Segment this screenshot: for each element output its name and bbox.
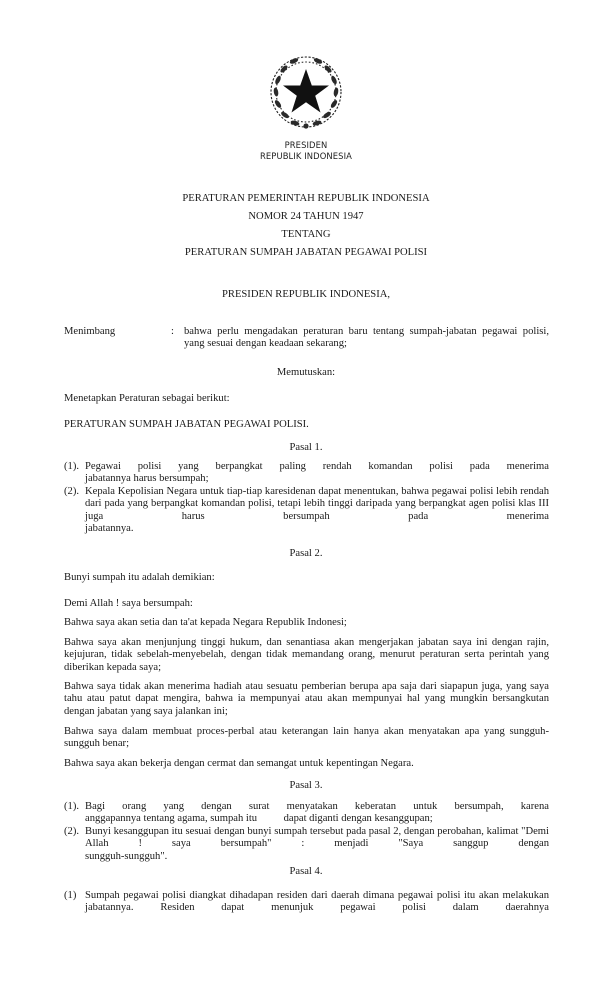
pasal-2-heading: Pasal 2. [289,548,323,559]
pasal-1-heading: Pasal 1. [289,442,323,453]
letterhead-title: PRESIDEN [284,140,328,150]
pasal-3-heading: Pasal 3. [289,780,323,791]
item-text-line: anggapannya tentang agama, sumpah itu dapat diganti dengan kesanggupan; [85,813,433,825]
item-number: (2). [64,825,80,837]
pasal-4-heading: Pasal 4. [289,866,323,877]
pasal-4-item-1 [64,890,549,915]
pasal-1-items [64,461,549,535]
item-text-line: jabatannya harus bersumpah; [85,473,209,485]
pasal-2-intro: Bunyi sumpah itu adalah demikian: [64,572,215,583]
item-number: (1) [64,890,77,901]
item-text-line: Sumpah pegawai polisi diangkat dihadapan residen dari daerah dimana pegawai polisi itu akan melakukan jabatannya. Residen dapat menunjuk pegawai polisi dalam daerahnya [85,890,549,914]
issuer-heading: PRESIDEN REPUBLIK INDONESIA, [221,289,391,300]
regulation-subject: PERATURAN SUMPAH JABATAN PEGAWAI POLISI [184,247,428,258]
item-number: (1). [64,461,80,472]
item-number: (2). [64,485,80,497]
item-text-line: Bagi orang yang dengan surat menyatakan keberatan untuk bersumpah, karena [85,801,549,812]
oath-paragraph: Bahwa saya tidak akan menerima hadiah atau sesuatu pemberian berupa apa saja dari siapapun juga, yang saya tahu atau patut dapat mengira, bahwa ia mempunyai atau akan mempunyai hal yang mungkin bersangkutan dengan jabatan yang saya jalankan ini; [64,681,549,717]
item-text-line: Bunyi kesanggupan itu sesuai dengan bunyi sumpah tersebut pada pasal 2, dengan perobahan, kalimat "Demi Allah ! saya bersumpah" : menjadi "Saya sanggup dengan [85,825,549,850]
item-number: (1). [64,801,80,812]
menetapkan-text: Menetapkan Peraturan sebagai berikut: [64,393,230,404]
item-text-line: jabatannya. [85,523,134,535]
oath-opening: Demi Allah ! saya bersumpah: [64,598,193,609]
letterhead-subtitle: REPUBLIK INDONESIA [260,151,352,161]
menimbang-text: bahwa perlu mengadakan peraturan baru tentang sumpah-jabatan pegawai polisi, yang sesuai dengan keadaan sekarang; [184,326,549,350]
pasal-1-item-1 [64,461,549,486]
oath-paragraph: Bahwa saya akan bekerja dengan cermat dan semangat untuk kepentingan Negara. [64,758,414,769]
oath-paragraph: Bahwa saya akan setia dan ta'at kepada Negara Republik Indonesi; [64,617,347,628]
pasal-3-item-1 [64,801,549,826]
presidential-emblem-icon [266,52,346,132]
regulation-number: NOMOR 24 TAHUN 1947 [248,211,364,222]
item-text-line: Kepala Kepolisian Negara untuk tiap-tiap karesidenan dapat menentukan, bahwa pegawai polisi lebih rendah dari pada yang berpangkat komandan polisi, tetapi lebih tinggi daripada yang berpangkat agen polisi klas III juga harus bersumpah pada menerima [85,485,549,522]
item-text-line: sungguh-sungguh". [85,850,168,862]
regulation-name: PERATURAN SUMPAH JABATAN PEGAWAI POLISI. [64,419,309,430]
menimbang-label: Menimbang [64,326,116,337]
pasal-3-item-2 [64,826,549,863]
pasal-1-item-2 [64,486,549,536]
oath-paragraph: Bahwa saya dalam membuat proces-perbal atau keterangan lain hanya akan menyatakan apa yang sungguh-sungguh benar; [64,726,549,750]
item-text-line: Pegawai polisi yang berpangkat paling rendah komandan polisi pada menerima [85,461,549,472]
pasal-4-items [64,890,549,915]
regulation-title: PERATURAN PEMERINTAH REPUBLIK INDONESIA [182,193,430,204]
oath-paragraph: Bahwa saya akan menjunjung tinggi hukum, dan senantiasa akan mengerjakan jabatan saya ini dengan rajin, kejujuran, tidak sebelah-menyebelah, dengan tidak memandang orang, menurut peraturan serta perintah yang diberikan kepada saya; [64,637,549,673]
pasal-3-items [64,801,549,863]
menimbang-colon: : [171,326,174,337]
regulation-tentang: TENTANG [281,229,331,240]
memutuskan-heading: Memutuskan: [276,367,336,378]
